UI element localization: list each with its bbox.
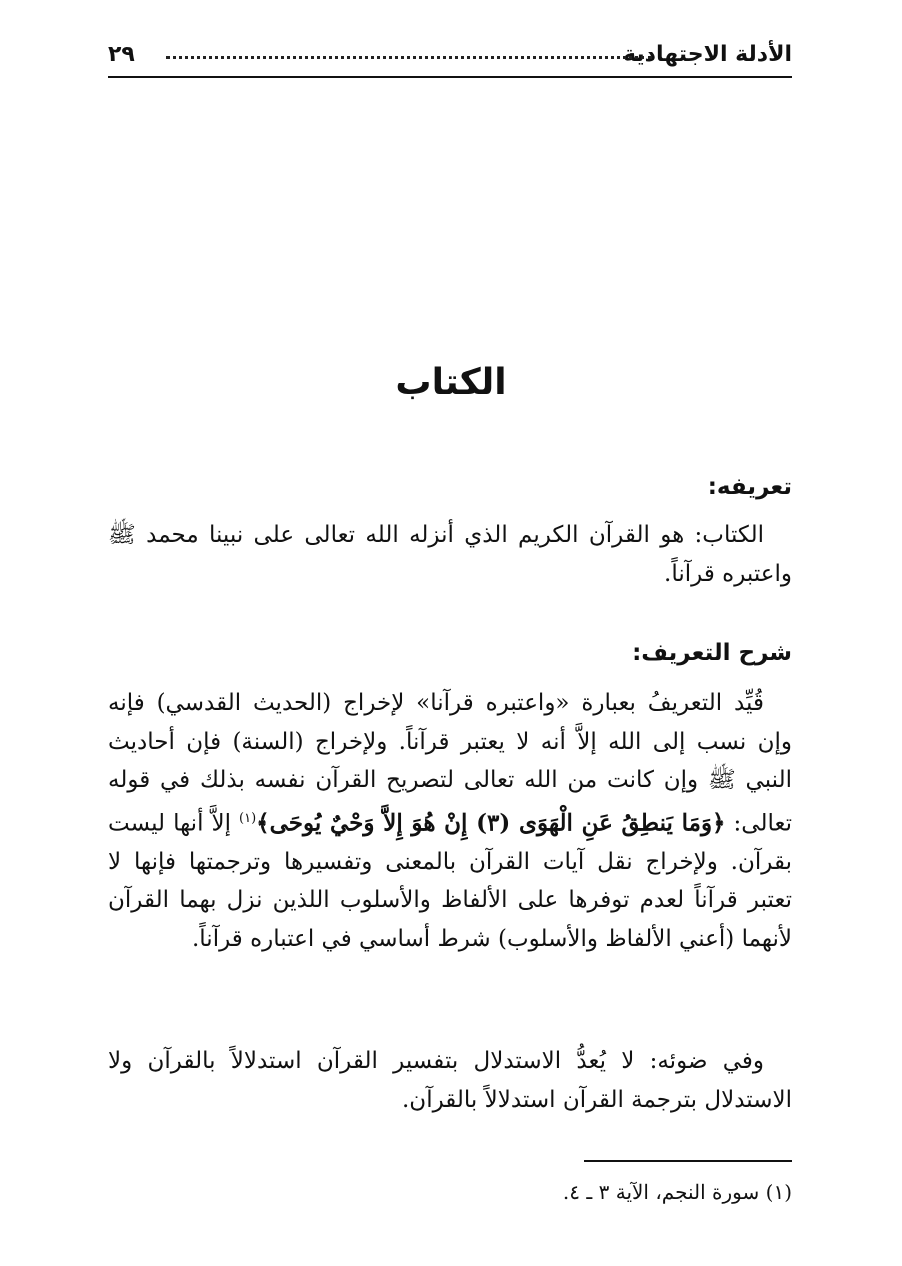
page-number: ٢٩: [108, 42, 135, 67]
header-rule: [108, 76, 792, 78]
quran-verse: ﴿وَمَا يَنطِقُ عَنِ الْهَوَى (٣) إِنْ هُوَ إِلاَّ وَحْيٌ يُوحَى﴾: [256, 809, 726, 837]
chapter-title: الكتاب: [395, 362, 507, 403]
explanation-text-part1: قُيِّد التعريفُ بعبارة «واعتبره قرآنا» لإخراج (الحديث القدسي) فإنه وإن نسب إلى الله إلاَّ أنه لا يعتبر قرآناً. ولإخراج (السنة) فإن أحاديث النبي ﷺ وإن كانت من الله تعالى لتصريح القرآن نفسه بذلك في قوله تعالى:: [108, 690, 792, 837]
running-title: الأدلة الاجتهادية: [623, 42, 792, 67]
definition-paragraph: [108, 516, 792, 593]
conclusion-text: وفي ضوئه: لا يُعدُّ الاستدلال بتفسير القرآن استدلالاً بالقرآن ولا الاستدلال بترجمة القرآن استدلالاً بالقرآن.: [108, 1048, 792, 1113]
definition-heading: تعريفه:: [707, 474, 792, 500]
explanation-text-part2: إلاَّ أنها ليست بقرآن. ولإخراج نقل آيات القرآن بالمعنى وتفسيرها وترجمتها فإنها لا تعتبر قرآناً لعدم توفرها على الألفاظ والأسلوب اللذين نزل بهما القرآن لأنهما (أعني الألفاظ والأسلوب) شرط أساسي في اعتباره قرآناً.: [108, 810, 792, 952]
explanation-heading: شرح التعريف:: [632, 640, 792, 666]
conclusion-paragraph: [108, 1042, 792, 1119]
explanation-paragraph: [108, 684, 792, 958]
header-leader-dots: [166, 56, 652, 59]
footnote-rule: [584, 1160, 792, 1162]
footnote-text: (١) سورة النجم، الآية ٣ ـ ٤.: [562, 1180, 792, 1204]
definition-text: الكتاب: هو القرآن الكريم الذي أنزله الله تعالى على نبينا محمد ﷺ واعتبره قرآناً.: [108, 522, 792, 587]
running-header: [108, 42, 792, 72]
footnote-marker: (١): [239, 810, 257, 826]
